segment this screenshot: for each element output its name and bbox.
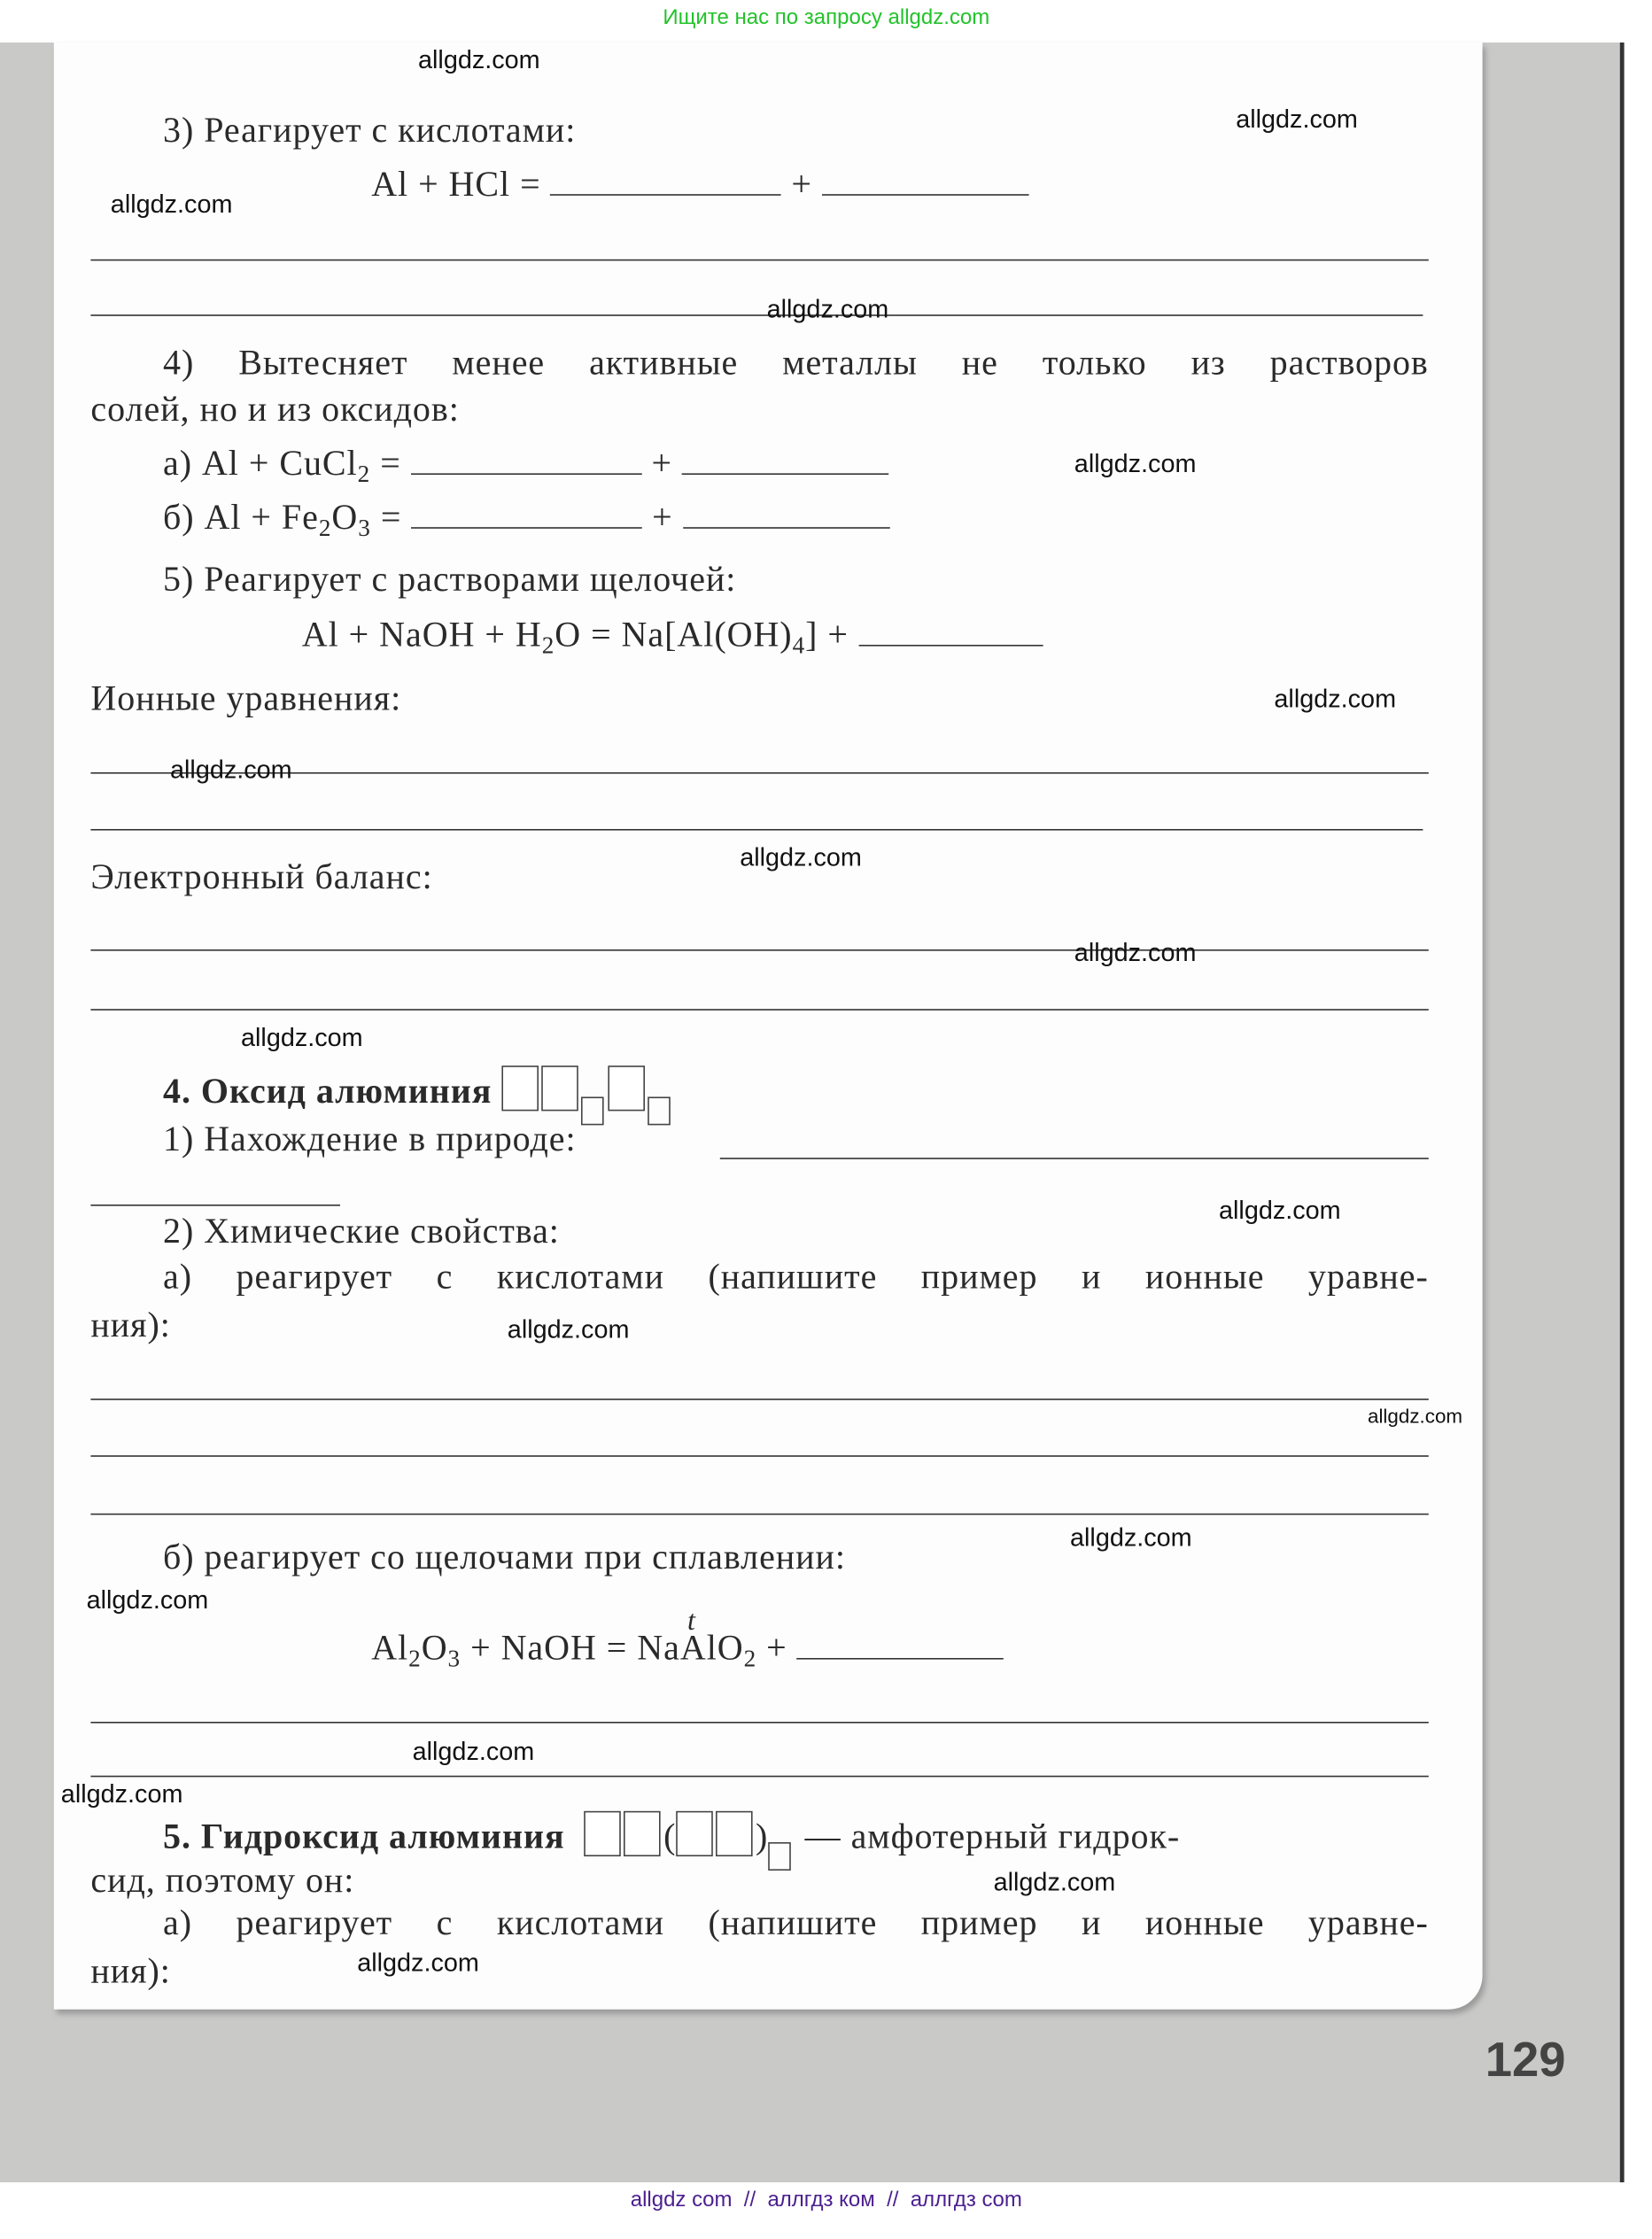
answer-blank[interactable] xyxy=(551,163,782,196)
watermark: allgdz.com xyxy=(993,1867,1116,1896)
eq-text: Al + NaOH + H xyxy=(301,616,542,655)
watermark: allgdz.com xyxy=(412,1737,535,1766)
eq-sign: = xyxy=(380,445,401,484)
eq-text: O xyxy=(421,1630,448,1669)
answer-blank[interactable] xyxy=(858,614,1043,647)
answer-blank[interactable] xyxy=(683,496,890,529)
watermark: allgdz.com xyxy=(110,190,233,219)
section-4-line1: 4) Вытесняет менее активные металлы не только из растворов xyxy=(163,344,1429,383)
index-box[interactable] xyxy=(581,1096,604,1125)
answer-line[interactable] xyxy=(90,949,1428,951)
formula-box[interactable] xyxy=(585,1811,622,1856)
watermark: allgdz.com xyxy=(1074,938,1197,967)
eq-text: ] + xyxy=(805,616,849,655)
answer-blank[interactable] xyxy=(797,1627,1004,1660)
oxide-alkali-label: б) реагирует со щелочами при сплавлении: xyxy=(163,1538,846,1577)
answer-line[interactable] xyxy=(90,1776,1428,1778)
watermark: allgdz.com xyxy=(740,843,862,872)
eq-sub: 2 xyxy=(357,461,371,488)
equation-al-naoh xyxy=(302,614,1043,658)
footer-text: allgdz com // аллгдз ком // аллгдз com xyxy=(630,2188,1022,2212)
watermark: allgdz.com xyxy=(357,1948,479,1977)
formula-box[interactable] xyxy=(716,1811,753,1856)
eq-text: Al xyxy=(371,1630,409,1669)
index-box[interactable] xyxy=(768,1842,791,1871)
answer-line[interactable] xyxy=(90,1722,1428,1724)
watermark: allgdz.com xyxy=(1274,684,1397,713)
hydroxide-title-text: 5. Гидроксид алюминия xyxy=(163,1817,565,1856)
answer-line[interactable] xyxy=(720,1158,1429,1159)
answer-line[interactable] xyxy=(90,1514,1428,1515)
watermark: allgdz.com xyxy=(1219,1196,1341,1225)
watermark: allgdz.com xyxy=(1074,449,1197,478)
formula-box[interactable] xyxy=(676,1811,713,1856)
oxide-chem-label: 2) Химические свойства: xyxy=(163,1212,560,1251)
eq-sign: = xyxy=(606,1630,628,1669)
plus-sign: + xyxy=(791,166,812,205)
watermark: allgdz.com xyxy=(507,1314,630,1344)
eq-sub: 2 xyxy=(318,514,332,542)
watermark: allgdz.com xyxy=(86,1585,209,1615)
equation-left: Al + HCl = xyxy=(371,166,541,205)
eq-text: NaAlO xyxy=(627,1630,744,1669)
watermark: allgdz.com xyxy=(418,45,540,74)
oxide-nature-label: 1) Нахождение в природе: xyxy=(163,1120,577,1159)
top-banner xyxy=(0,0,1652,43)
formula-box[interactable] xyxy=(624,1811,661,1856)
watermark: allgdz.com xyxy=(1070,1523,1192,1552)
electron-balance-label: Электронный баланс: xyxy=(90,858,433,897)
hydroxide-acid-line2: ния): xyxy=(90,1952,171,1991)
eq-sub: 3 xyxy=(358,514,371,542)
watermark: allgdz.com xyxy=(241,1023,363,1052)
page-edge xyxy=(1620,43,1625,2182)
oxide-acid-line1: а) реагирует с кислотами (напишите пример и ионные уравне- xyxy=(163,1258,1429,1297)
eq-text: б) Al + Fe xyxy=(163,499,319,538)
heat-mark: t xyxy=(687,1605,695,1637)
equation-al-hcl xyxy=(371,163,1028,207)
answer-line[interactable] xyxy=(90,1009,1428,1011)
formula-box[interactable] xyxy=(541,1065,578,1111)
hydroxide-acid-line1: а) реагирует с кислотами (напишите пример и ионные уравне- xyxy=(163,1904,1429,1943)
formula-box[interactable] xyxy=(608,1065,645,1111)
answer-line[interactable] xyxy=(90,1398,1428,1400)
answer-line[interactable] xyxy=(90,314,1423,316)
equation-al-cucl2 xyxy=(163,442,889,486)
eq-text: + NaOH xyxy=(461,1630,607,1669)
eq-sub: 2 xyxy=(408,1645,422,1672)
eq-sub: 2 xyxy=(541,631,555,659)
eq-text: O = Na[Al(OH) xyxy=(555,616,793,655)
answer-blank[interactable] xyxy=(411,442,642,475)
watermark: allgdz.com xyxy=(1236,105,1358,134)
ionic-equations-label: Ионные уравнения: xyxy=(90,680,402,719)
oxide-acid-line2: ния): xyxy=(90,1306,171,1345)
watermark: allgdz.com xyxy=(1368,1404,1463,1428)
section-3-heading: 3) Реагирует с кислотами: xyxy=(163,112,577,151)
paren: ( xyxy=(663,1817,677,1856)
plus-sign: + xyxy=(756,1630,787,1669)
formula-box[interactable] xyxy=(501,1065,539,1111)
paren: ) xyxy=(756,1817,769,1856)
answer-blank[interactable] xyxy=(822,163,1029,196)
index-box[interactable] xyxy=(648,1096,671,1125)
equation-al-fe2o3 xyxy=(163,496,889,540)
section-4-line2: солей, но и из оксидов: xyxy=(90,391,460,430)
answer-blank[interactable] xyxy=(682,442,889,475)
eq-text: а) Al + CuCl xyxy=(163,445,358,484)
section-5-heading: 5) Реагирует с растворами щелочей: xyxy=(163,561,737,600)
oxide-title-text: 4. Оксид алюминия xyxy=(163,1073,492,1112)
answer-line[interactable] xyxy=(90,1455,1428,1457)
watermark: allgdz.com xyxy=(170,755,292,784)
page-number: 129 xyxy=(1485,2034,1566,2088)
eq-sign: = xyxy=(380,499,402,538)
answer-blank[interactable] xyxy=(411,496,642,529)
bottom-footer xyxy=(0,2182,1652,2239)
eq-sub: 3 xyxy=(447,1645,461,1672)
answer-line[interactable] xyxy=(90,829,1423,831)
banner-text: Ищите нас по запросу allgdz.com xyxy=(663,5,990,30)
eq-sub: 2 xyxy=(743,1645,757,1672)
eq-sub: 4 xyxy=(792,631,806,659)
answer-line[interactable] xyxy=(90,260,1428,261)
oxide-title xyxy=(163,1065,675,1125)
eq-text: O xyxy=(331,499,359,538)
watermark: allgdz.com xyxy=(766,294,889,323)
plus-sign: + xyxy=(651,445,672,484)
hydroxide-line2: сид, поэтому он: xyxy=(90,1862,355,1901)
plus-sign: + xyxy=(652,499,673,538)
hydroxide-tail: — амфотерный гидрок- xyxy=(804,1817,1181,1856)
watermark: allgdz.com xyxy=(60,1779,183,1809)
answer-line[interactable] xyxy=(90,1205,340,1206)
